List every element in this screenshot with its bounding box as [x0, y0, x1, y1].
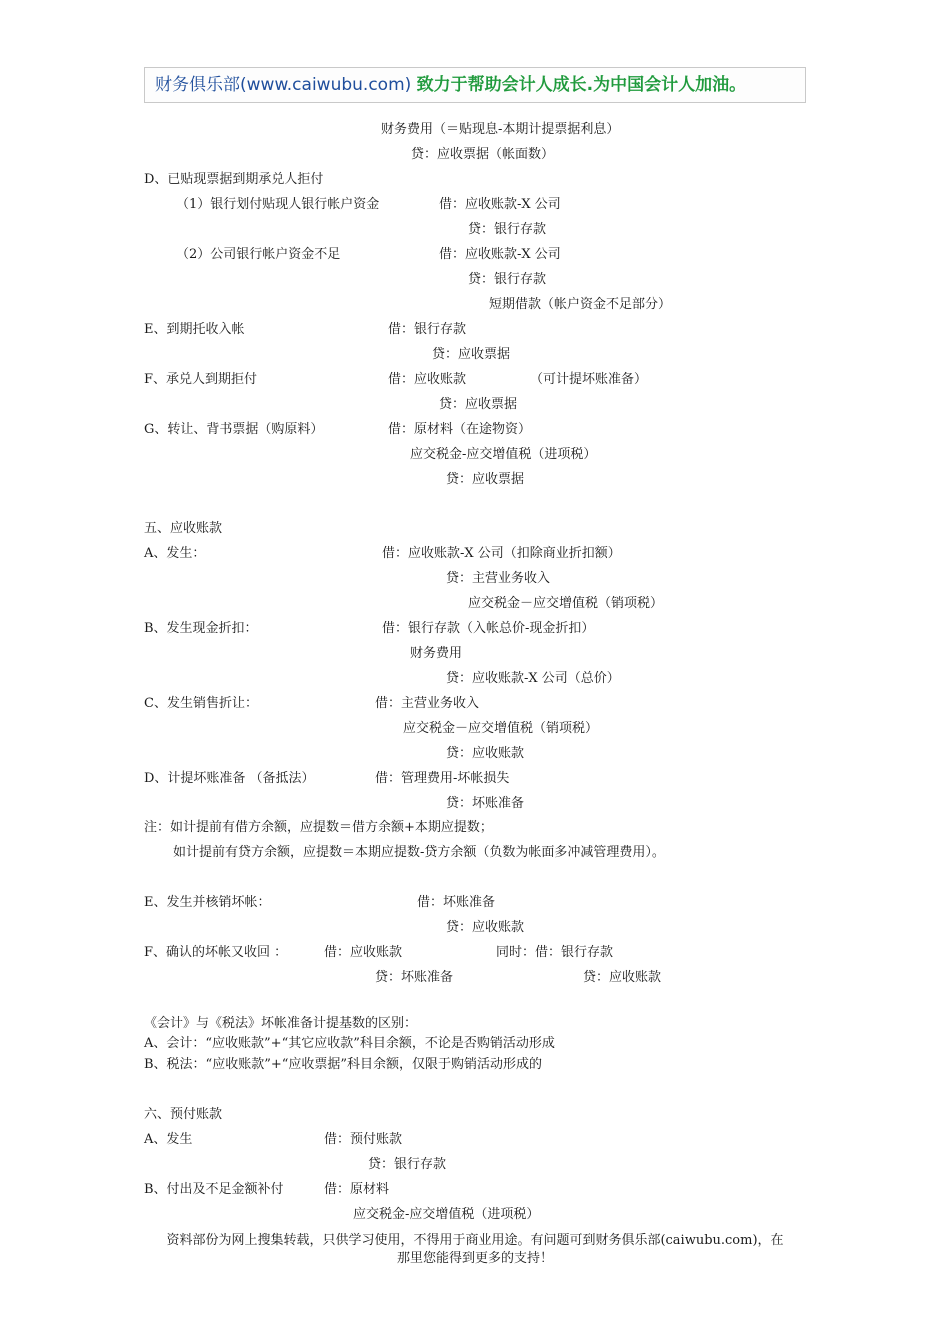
text-line: 借：主营业务收入	[375, 696, 480, 711]
text-line: 借：应收账款	[324, 945, 403, 960]
text-line: 《会计》与《税法》坏帐准备计提基数的区别：	[144, 1016, 418, 1031]
text-line: 借：原材料（在途物资）	[388, 422, 532, 437]
text-line: 应交税金－应交增值税（销项税）	[403, 721, 599, 736]
text-line: E、到期托收入帐	[144, 322, 245, 337]
banner-slogan: 致力于帮助会计人成长.为中国会计人加油。	[416, 75, 747, 95]
text-line: 借：预付账款	[324, 1132, 403, 1147]
text-line: 应交税金-应交增值税（进项税）	[353, 1207, 540, 1222]
footer-disclaimer	[120, 1232, 830, 1268]
text-line: 借：原材料	[324, 1182, 390, 1197]
text-line: 短期借款（帐户资金不足部分）	[489, 297, 672, 312]
text-line: 贷：应收账款	[446, 920, 525, 935]
text-line: （1）银行划付贴现人银行帐户资金	[176, 197, 380, 212]
text-line: F、承兑人到期拒付	[144, 372, 258, 387]
text-line: 借：应收账款-X 公司	[439, 247, 561, 262]
text-line: A、发生	[144, 1132, 193, 1147]
text-line: D、计提坏账准备 （备抵法）	[144, 771, 315, 786]
text-line: 贷：应收票据	[446, 472, 525, 487]
text-line: 财务费用（＝贴现息-本期计提票据利息）	[381, 122, 620, 137]
text-line: 应交税金－应交增值税（销项税）	[468, 596, 664, 611]
section-heading: 五、应收账款	[144, 521, 223, 536]
footer-line: 资料部份为网上搜集转载，只供学习使用，不得用于商业用途。有问题可到财务俱乐部(caiwubu.com)，在	[166, 1233, 784, 1248]
banner-site-name: 财务俱乐部(www.caiwubu.com)	[155, 75, 412, 95]
text-line: 借：管理费用-坏帐损失	[375, 771, 510, 786]
text-line: 财务费用	[410, 646, 463, 661]
text-line: B、付出及不足金额补付	[144, 1182, 284, 1197]
text-line: （2）公司银行帐户资金不足	[176, 247, 341, 262]
text-line: 贷：银行存款	[368, 1157, 447, 1172]
text-line: 贷：应收账款-X 公司（总价）	[446, 671, 620, 686]
text-line: 贷：银行存款	[468, 222, 547, 237]
text-line: C、发生销售折让：	[144, 696, 258, 711]
section-heading: 六、预付账款	[144, 1107, 223, 1122]
text-line: （可计提坏账准备）	[530, 372, 648, 387]
text-line: 贷：应收账款	[446, 746, 525, 761]
text-line: E、发生并核销坏帐：	[144, 895, 271, 910]
text-line: B、税法：“应收账款”+“应收票据”科目余额，仅限于购销活动形成的	[144, 1057, 543, 1072]
header-banner	[144, 67, 806, 103]
text-line: 借：应收账款	[388, 372, 467, 387]
text-line: 借：银行存款	[388, 322, 467, 337]
note-line: 如计提前有贷方余额，应提数＝本期应提数-贷方余额（负数为帐面多冲减管理费用）。	[173, 845, 665, 860]
text-line: B、发生现金折扣：	[144, 621, 258, 636]
text-line: 贷：主营业务收入	[446, 571, 551, 586]
text-line: A、发生：	[144, 546, 206, 561]
text-line: G、转让、背书票据（购原料）	[144, 422, 324, 437]
text-line: 贷：应收票据	[439, 397, 518, 412]
text-line: 应交税金-应交增值税（进项税）	[410, 447, 597, 462]
text-line: 贷：坏账准备	[446, 796, 525, 811]
text-line: A、会计：“应收账款”+“其它应收款”科目余额，不论是否购销活动形成	[144, 1036, 555, 1051]
text-line: 贷：应收票据（帐面数）	[411, 147, 555, 162]
text-line: 借：银行存款（入帐总价-现金折扣）	[382, 621, 595, 636]
note-line: 注：如计提前有借方余额，应提数＝借方余额+本期应提数；	[144, 820, 493, 835]
text-line: 同时：借：银行存款	[496, 945, 614, 960]
text-line: 借：应收账款-X 公司（扣除商业折扣额）	[382, 546, 621, 561]
text-line: 贷：银行存款	[468, 272, 547, 287]
text-line: 借：应收账款-X 公司	[439, 197, 561, 212]
text-line: 贷：坏账准备	[375, 970, 454, 985]
text-line: 贷：应收票据	[432, 347, 511, 362]
text-line: 借：坏账准备	[417, 895, 496, 910]
footer-line: 那里您能得到更多的支持！	[396, 1251, 553, 1266]
text-line: D、已贴现票据到期承兑人拒付	[144, 172, 324, 187]
text-line: F、确认的坏帐又收回 ：	[144, 945, 288, 960]
text-line: 贷：应收账款	[583, 970, 662, 985]
